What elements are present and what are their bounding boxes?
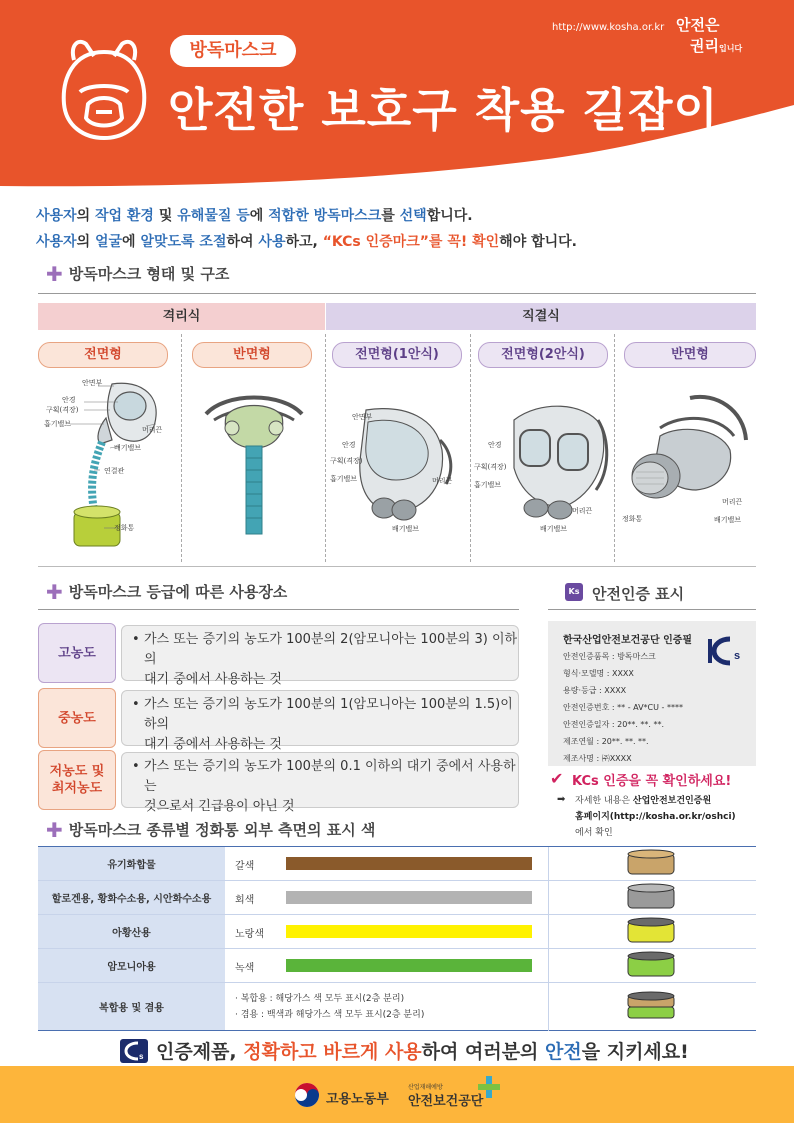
divider bbox=[38, 609, 519, 610]
part-label: 배기밸브 bbox=[540, 525, 568, 533]
government-emblem-icon bbox=[294, 1082, 320, 1108]
kcs-icon: Ks bbox=[565, 583, 583, 601]
color-swatch-brown bbox=[286, 857, 532, 870]
part-label: 안경 bbox=[342, 441, 356, 449]
org-ministry: 고용노동부 bbox=[326, 1092, 389, 1107]
grade-low: 저농도 및 최저농도 bbox=[38, 750, 116, 810]
part-label: 배기밸브 bbox=[114, 444, 142, 452]
footer-slogan: 인증제품, 정확하고 바르게 사용하여 여러분의 안전을 지키세요! bbox=[156, 1041, 689, 1063]
part-label: 배기밸브 bbox=[714, 516, 742, 524]
color-row-sulfur: 아황산용 노랑색 bbox=[38, 915, 756, 949]
section-title-structure: ✚ 방독마스크 형태 및 구조 bbox=[46, 262, 230, 286]
cert-line: 제조연월 : 20**. **. **. bbox=[563, 737, 649, 746]
part-label: 흡기밸브 bbox=[330, 475, 358, 483]
plus-icon: ✚ bbox=[46, 580, 63, 604]
part-label: 머리끈 bbox=[722, 498, 743, 506]
kosha-logo-icon bbox=[478, 1076, 500, 1098]
part-label: 안면부 bbox=[82, 379, 103, 387]
part-label: 안경 bbox=[62, 396, 76, 404]
intro-line-2: 사용자의 얼굴에 알맞도록 조절하여 사용하고, “KCs 인증마크”를 꼭! 확인해야 합니다. bbox=[36, 234, 577, 250]
part-label: 구획(격장) bbox=[330, 457, 363, 465]
part-label: 구획(격장) bbox=[474, 463, 507, 471]
part-label: 구획(격장) bbox=[46, 406, 79, 414]
grade-high: 고농도 bbox=[38, 623, 116, 683]
cert-line: 안전인증번호 : ** - AV*CU - **** bbox=[563, 703, 683, 712]
band-direct: 직결식 bbox=[326, 303, 756, 330]
cert-line: 형식·모델명 : XXXX bbox=[563, 669, 634, 678]
arrow-icon: ➡ bbox=[557, 794, 566, 805]
plus-icon: ✚ bbox=[46, 262, 63, 286]
part-label: 흡기밸브 bbox=[44, 420, 72, 428]
color-row-combined: 복합용 및 겸용 · 복합용 : 해당가스 색 모두 표시(2층 분리) · 겸용 : 백색과 해당가스 색 모두 표시(2층 분리) bbox=[38, 983, 756, 1031]
part-label: 안경 bbox=[488, 441, 502, 449]
plus-icon: ✚ bbox=[46, 818, 63, 842]
part-label: 정화통 bbox=[114, 524, 135, 532]
intro-line-1: 사용자의 작업 환경 및 유해물질 등에 적합한 방독마스크를 선택합니다. bbox=[36, 208, 473, 224]
svg-text:s: s bbox=[734, 650, 741, 662]
color-row-organic: 유기화합물 갈색 bbox=[38, 847, 756, 881]
canister-illustrations bbox=[622, 848, 686, 1032]
page-title: 안전한 보호구 착용 길잡이 bbox=[168, 83, 719, 137]
category-pill: 방독마스크 bbox=[170, 35, 296, 67]
grade-high-desc: • 가스 또는 증기의 농도가 100분의 2(암모니아는 100분의 3) 이하의 대기 중에서 사용하는 것 bbox=[121, 625, 519, 681]
type-full-face-1eye: 전면형(1안식) bbox=[332, 342, 462, 368]
divider bbox=[325, 334, 326, 562]
part-label: 배기밸브 bbox=[392, 525, 420, 533]
grade-medium-desc: • 가스 또는 증기의 농도가 100분의 1(암모니아는 100분의 1.5)이하의 대기 중에서 사용하는 것 bbox=[121, 690, 519, 746]
kcs-logo bbox=[708, 635, 748, 667]
divider bbox=[38, 566, 756, 567]
divider bbox=[470, 334, 471, 562]
color-swatch-green bbox=[286, 959, 532, 972]
divider bbox=[38, 293, 756, 294]
cert-label-panel bbox=[548, 621, 756, 766]
divider bbox=[614, 334, 615, 562]
cert-title: 한국산업안전보건공단 인증필 bbox=[563, 635, 693, 646]
half-face-isolated-illustration bbox=[196, 378, 312, 538]
part-label: 머리끈 bbox=[142, 426, 163, 434]
svg-text:s: s bbox=[139, 1052, 144, 1061]
org-kosha: 안전보건공단 bbox=[408, 1094, 484, 1109]
site-url[interactable]: http://www.kosha.or.kr bbox=[552, 22, 665, 33]
cert-line: 안전인증일자 : 20**. **. **. bbox=[563, 720, 665, 729]
color-row-halogen: 할로겐용, 황화수소용, 시안화수소용 회색 bbox=[38, 881, 756, 915]
grade-medium: 중농도 bbox=[38, 688, 116, 748]
cert-line: 제조사명 : ㈜XXXX bbox=[563, 754, 632, 763]
divider bbox=[181, 334, 182, 562]
section-title-color: ✚ 방독마스크 종류별 정화통 외부 측면의 표시 색 bbox=[46, 818, 376, 842]
type-half-face-direct: 반면형 bbox=[624, 342, 756, 368]
part-label: 머리끈 bbox=[572, 507, 593, 515]
band-isolated: 격리식 bbox=[38, 303, 325, 330]
section-title-cert: 안전인증 표시 bbox=[592, 585, 685, 603]
cert-note: 자세한 내용은 산업안전보건인증원 홈페이지(http://kosha.or.kr/oshci) 에서 확인 bbox=[575, 796, 736, 838]
full-face-2eye-illustration bbox=[500, 390, 614, 530]
slogan-logo: 안전은 권리입니다 bbox=[676, 16, 743, 55]
kcs-mark-icon bbox=[120, 1039, 148, 1063]
cert-line: 용량·등급 : XXXX bbox=[563, 686, 627, 695]
color-row-ammonia: 암모니아용 녹색 bbox=[38, 949, 756, 983]
cert-line: 안전인증품목 : 방독마스크 bbox=[563, 652, 656, 661]
part-label: 정화통 bbox=[622, 515, 643, 523]
divider bbox=[548, 847, 549, 1031]
org-kosha-sub: 산업재해예방 bbox=[408, 1084, 443, 1091]
footer-bar bbox=[0, 1066, 794, 1123]
color-swatch-yellow bbox=[286, 925, 532, 938]
type-full-face-isolated: 전면형 bbox=[38, 342, 168, 368]
type-full-face-2eye: 전면형(2안식) bbox=[478, 342, 608, 368]
section-title-grade: ✚ 방독마스크 등급에 따른 사용장소 bbox=[46, 580, 288, 604]
part-label: 연결관 bbox=[104, 467, 125, 475]
part-label: 안면부 bbox=[352, 413, 373, 421]
color-swatch-gray bbox=[286, 891, 532, 904]
grade-low-desc: • 가스 또는 증기의 농도가 100분의 0.1 이하의 대기 중에서 사용하는 것으로서 긴급용이 아닌 것 bbox=[121, 752, 519, 808]
part-label: 머리끈 bbox=[432, 477, 453, 485]
part-label: 흡기밸브 bbox=[474, 481, 502, 489]
cert-check-text: KCs 인증을 꼭 확인하세요! bbox=[572, 774, 732, 789]
cert-homepage-link[interactable]: 홈페이지(http://kosha.or.kr/oshci) bbox=[575, 812, 736, 822]
type-half-face-isolated: 반면형 bbox=[192, 342, 312, 368]
check-icon: ✔ bbox=[550, 769, 564, 788]
divider bbox=[548, 609, 756, 610]
